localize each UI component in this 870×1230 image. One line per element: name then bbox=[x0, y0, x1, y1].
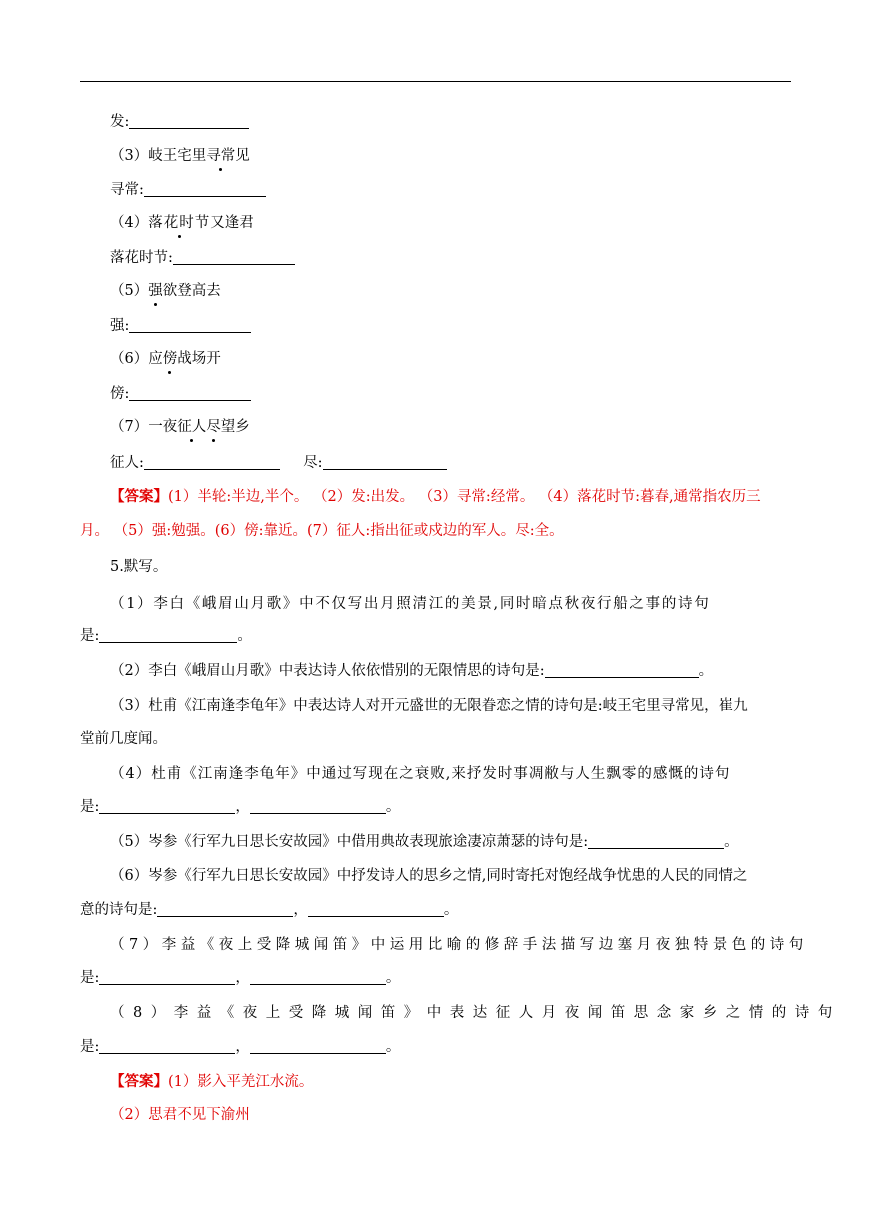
q7-line-b: 是: ， 。 bbox=[80, 970, 401, 986]
answer-tag: 【答案】 bbox=[110, 1073, 168, 1090]
q4-line-a: （4）杜甫《江南逢李龟年》中通过写现在之衰败,来抒发时事凋敝与人生飘零的感慨的诗句 bbox=[110, 766, 731, 782]
q3-line-a: （3）杜甫《江南逢李龟年》中表达诗人对开元盛世的无限眷恋之情的诗句是:岐王宅里寻常见，崔九 bbox=[110, 698, 748, 714]
emphasized-word: 落花时节 bbox=[148, 215, 211, 231]
answer-blank[interactable] bbox=[129, 113, 249, 129]
answer2-line-2: （2）思君不见下渝州 bbox=[110, 1107, 250, 1123]
emphasized-word: 傍 bbox=[162, 351, 178, 367]
emphasized-word: 征人 bbox=[177, 419, 207, 435]
answer-line-1: 【答案】(1）半轮:半边,半个。 （2）发:出发。 （3）寻常:经常。 （4）落花时节:暮春,通常指农历三 bbox=[110, 488, 761, 505]
answer-blank[interactable] bbox=[99, 798, 235, 814]
answer-tag: 【答案】 bbox=[110, 488, 168, 505]
header-rule bbox=[80, 81, 791, 82]
q7-line-a: （7）李益《夜上受降城闻笛》中运用比喻的修辞手法描写边塞月夜独特景色的诗句 bbox=[110, 937, 808, 953]
item-fa-answer-line: 发: bbox=[110, 112, 249, 132]
answer-blank[interactable] bbox=[144, 454, 280, 470]
item-6-question: （6）应傍战场开 bbox=[110, 351, 221, 367]
answer-blank[interactable] bbox=[144, 181, 266, 197]
item-6-answer-line: 傍: bbox=[110, 384, 251, 404]
q4-line-b: 是: ， 。 bbox=[80, 799, 401, 815]
answer-blank[interactable] bbox=[99, 1038, 235, 1054]
q2-line: （2）李白《峨眉山月歌》中表达诗人依依惜别的无限情思的诗句是: 。 bbox=[110, 663, 714, 679]
answer-blank[interactable] bbox=[250, 969, 386, 985]
answer-blank[interactable] bbox=[308, 901, 444, 917]
q5-line: （5）岑参《行军九日思长安故园》中借用典故表现旅途凄凉萧瑟的诗句是: 。 bbox=[110, 834, 739, 850]
item-5-answer-line: 强: bbox=[110, 316, 251, 336]
answer-line-2: 月。 （5）强:勉强。(6）傍:靠近。(7）征人:指出征或戍边的军人。尽:全。 bbox=[80, 523, 564, 539]
item-7-question: （7）一夜征人尽望乡 bbox=[110, 419, 250, 435]
section-5-title: 5.默写。 bbox=[110, 559, 168, 575]
item-7-answer-line: 征人: 尽: bbox=[110, 453, 447, 473]
q8-line-a: （8）李益《夜上受降城闻笛》中表达征人月夜闻笛思念家乡之情的诗句 bbox=[110, 1005, 841, 1021]
answer-blank[interactable] bbox=[157, 901, 293, 917]
item-3-answer-line: 寻常: bbox=[110, 180, 266, 200]
answer-blank[interactable] bbox=[545, 662, 699, 678]
answer-blank[interactable] bbox=[588, 833, 724, 849]
answer-blank[interactable] bbox=[250, 1038, 386, 1054]
answer-blank[interactable] bbox=[129, 385, 251, 401]
item-5-question: （5）强欲登高去 bbox=[110, 283, 221, 299]
emphasized-word: 寻常 bbox=[206, 148, 236, 164]
item-4-answer-line: 落花时节: bbox=[110, 248, 295, 268]
emphasized-word: 强 bbox=[148, 283, 163, 299]
q8-line-b: 是: ， 。 bbox=[80, 1039, 401, 1055]
answer-blank[interactable] bbox=[173, 249, 295, 265]
answer-blank[interactable] bbox=[250, 798, 386, 814]
q6-line-a: （6）岑参《行军九日思长安故园》中抒发诗人的思乡之情,同时寄托对饱经战争忧患的人民的同情之 bbox=[110, 868, 748, 884]
item-4-question: （4）落花时节又逢君 bbox=[110, 215, 254, 231]
answer2-line-1: 【答案】(1）影入平羌江水流。 bbox=[110, 1073, 314, 1090]
emphasized-word: 尽 bbox=[206, 419, 221, 435]
item-3-question: （3）岐王宅里寻常见 bbox=[110, 148, 250, 164]
answer-blank[interactable] bbox=[99, 969, 235, 985]
answer-blank[interactable] bbox=[129, 317, 251, 333]
answer-blank[interactable] bbox=[99, 627, 237, 643]
q6-line-b: 意的诗句是: ， 。 bbox=[80, 902, 459, 918]
q3-line-b: 堂前几度闻。 bbox=[80, 731, 167, 747]
q1-line-a: （1）李白《峨眉山月歌》中不仅写出月照清江的美景,同时暗点秋夜行船之事的诗句 bbox=[110, 596, 711, 612]
answer-blank[interactable] bbox=[323, 454, 447, 470]
q1-line-b: 是: 。 bbox=[80, 628, 252, 644]
